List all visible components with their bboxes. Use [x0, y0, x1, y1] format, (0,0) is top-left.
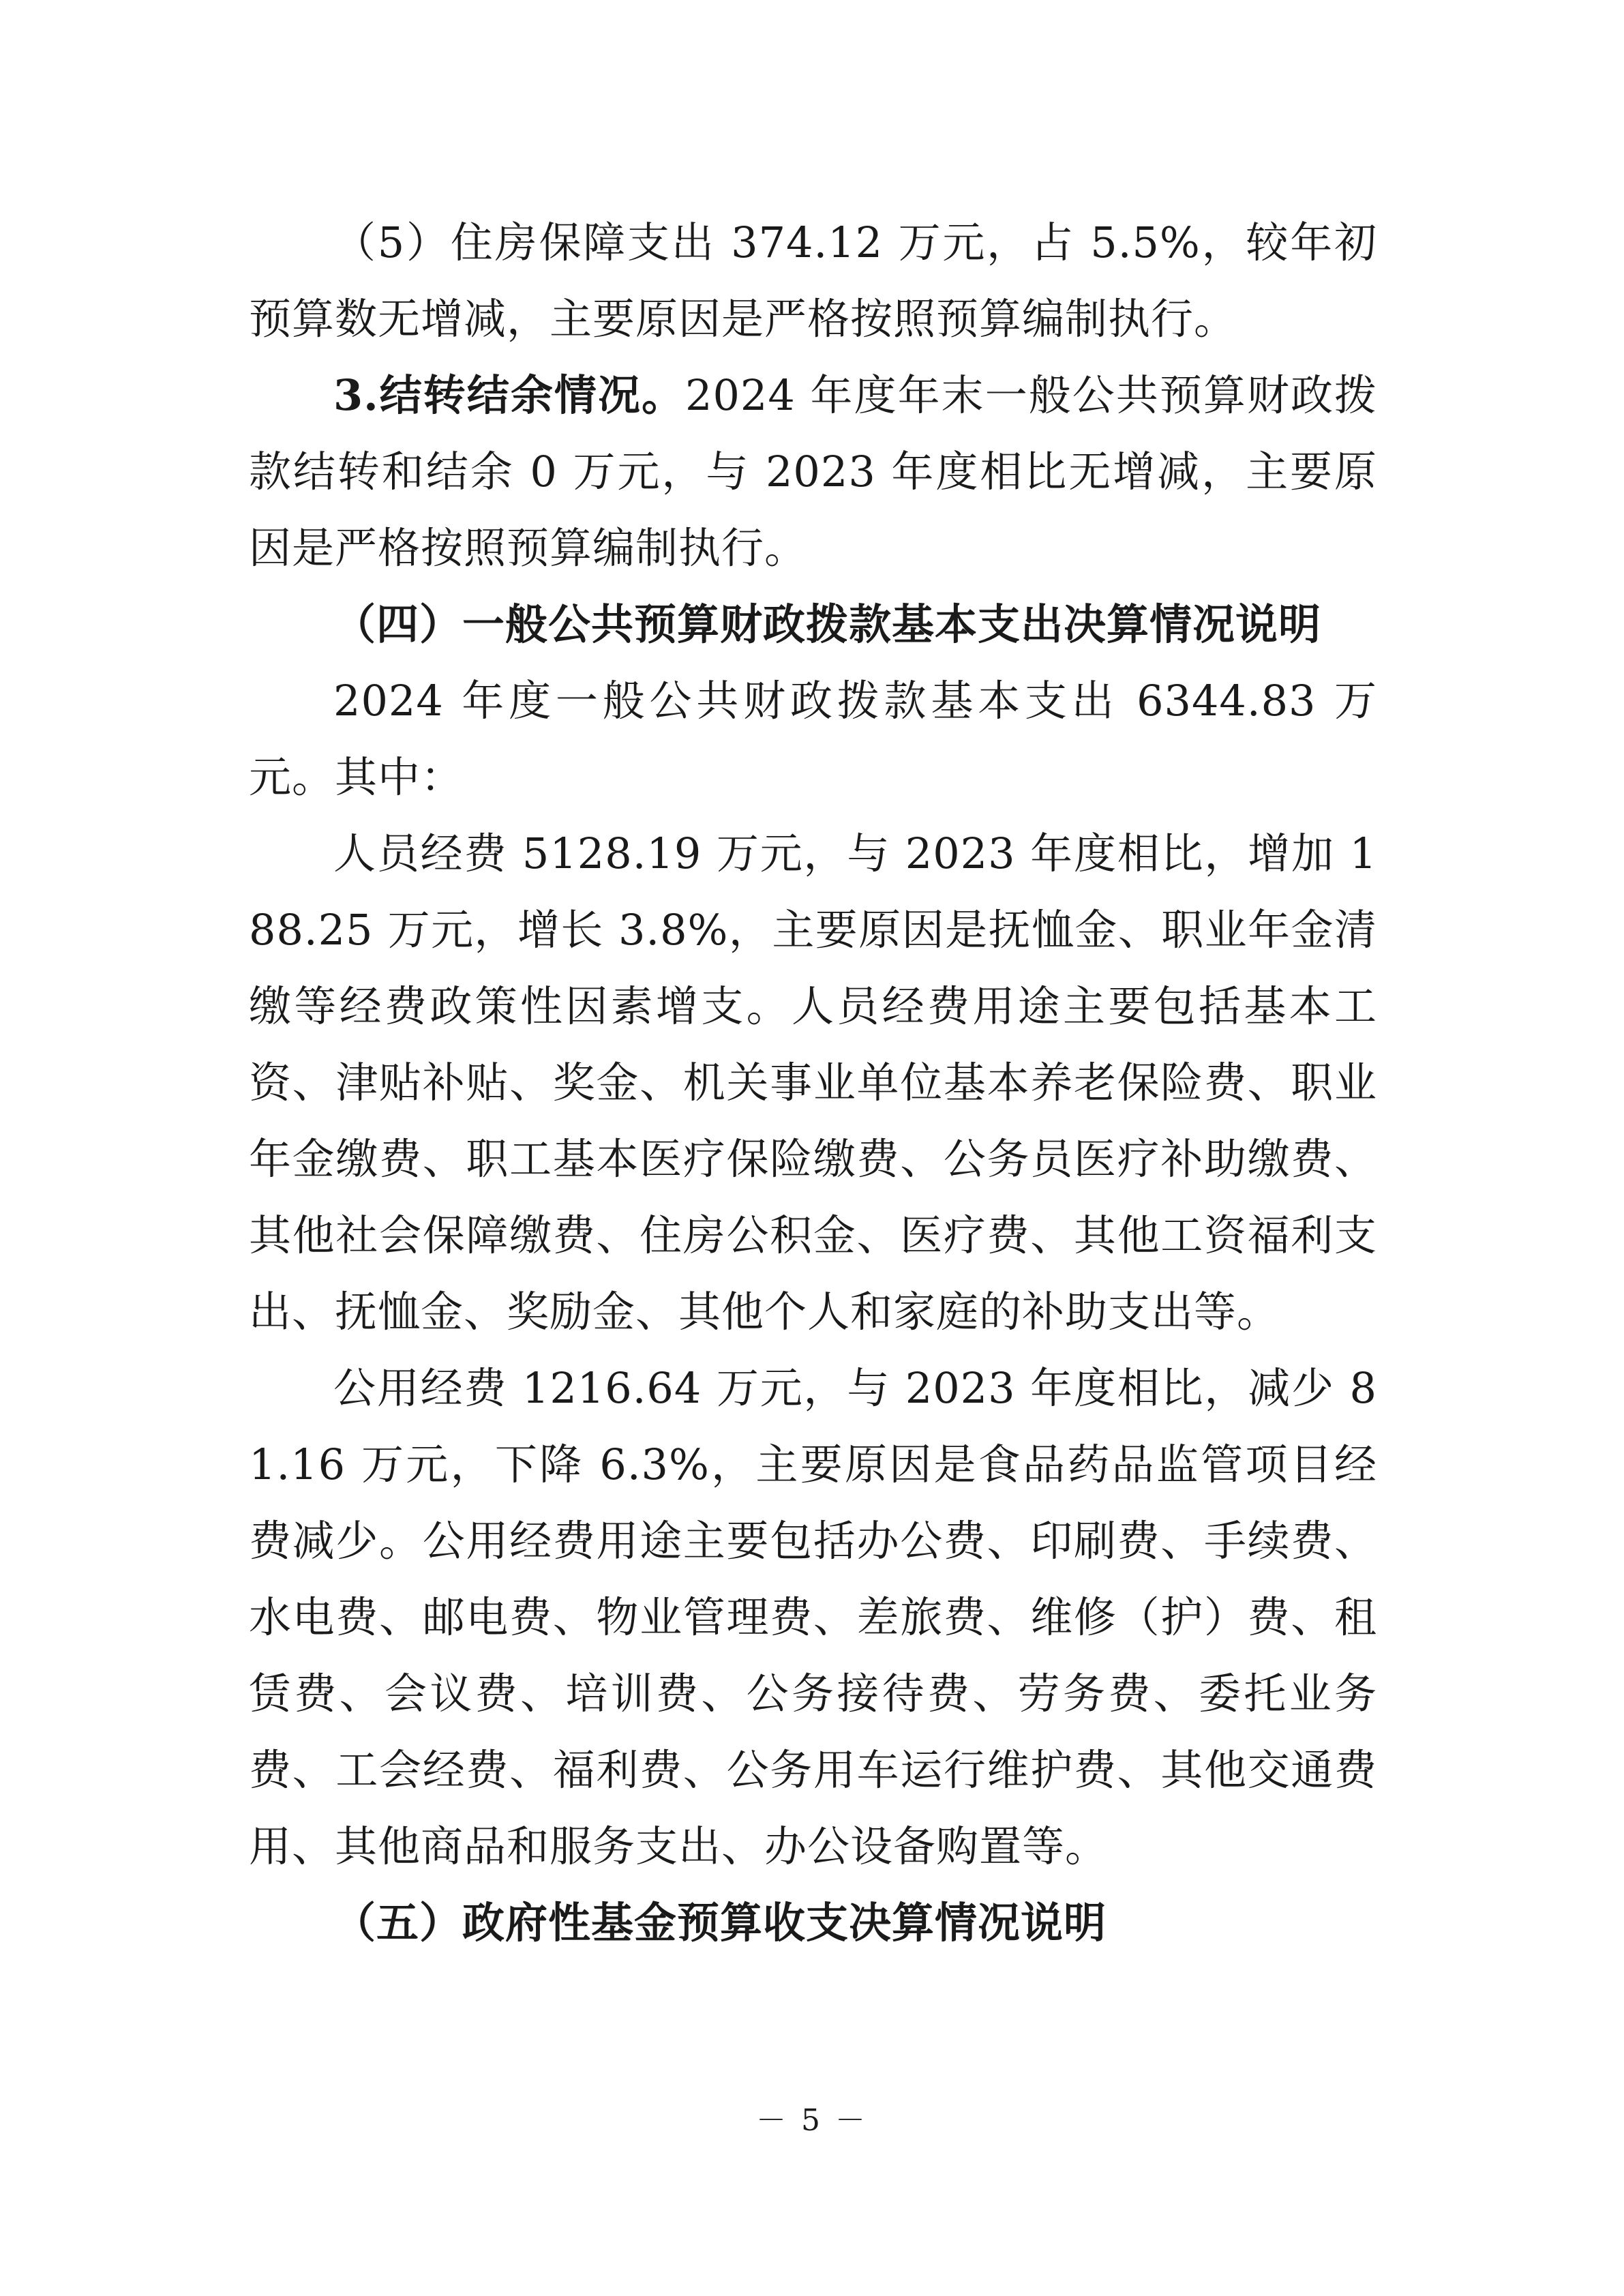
paragraph-housing-expenditure — [249, 205, 1377, 357]
paragraph-text: 2024 年度年末一般公共预算财政拨款结转和结余 0 万元，与 2023 年度相比无增减，主要原因是严格按照预算编制执行。 — [249, 370, 1377, 573]
paragraph-lead-heading: 3.结转结余情况。 — [333, 370, 686, 420]
section-heading-government-fund: （五）政府性基金预算收支决算情况说明 — [333, 1898, 1107, 1948]
paragraph-public-expenses: 公用经费 1216.64 万元，与 2023 年度相比，减少 81.16 万元，下降 6.3%，主要原因是食品药品监管项目经费减少。公用经费用途主要包括办公费、印刷费、手续费、水电费、邮电费、物业管理费、差旅费、维修（护）费、租赁费、会议费、培训费、公务接待费、劳务费、委托业务费、工会经费、福利费、公务用车运行维护费、其他交通费用、其他商品和服务支出、办公设备购置等。 — [249, 1363, 1377, 1871]
paragraph-basic-expenditure-intro: 2024 年度一般公共财政拨款基本支出 6344.83 万元。其中： — [249, 676, 1377, 802]
section-heading-basic-expenditure: （四）一般公共预算财政拨款基本支出决算情况说明 — [333, 599, 1322, 649]
page-number: － 5 － — [756, 2103, 868, 2138]
paragraph-text: （5）住房保障支出 374.12 万元，占 5.5%，较年初预算数无增减，主要原因是严格按照预算编制执行。 — [249, 218, 1377, 344]
paragraph-personnel-expenses: 人员经费 5128.19 万元，与 2023 年度相比，增加 188.25 万元，增长 3.8%，主要原因是抚恤金、职业年金清缴等经费政策性因素增支。人员经费用途主要包括基本工资、津贴补贴、奖金、机关事业单位基本养老保险费、职业年金缴费、职工基本医疗保险缴费、公务员医疗补助缴费、其他社会保障缴费、住房公积金、医疗费、其他工资福利支出、抚恤金、奖励金、其他个人和家庭的补助支出等。 — [249, 829, 1377, 1337]
paragraph-carryover — [249, 357, 1377, 586]
document-body — [249, 205, 1377, 1961]
